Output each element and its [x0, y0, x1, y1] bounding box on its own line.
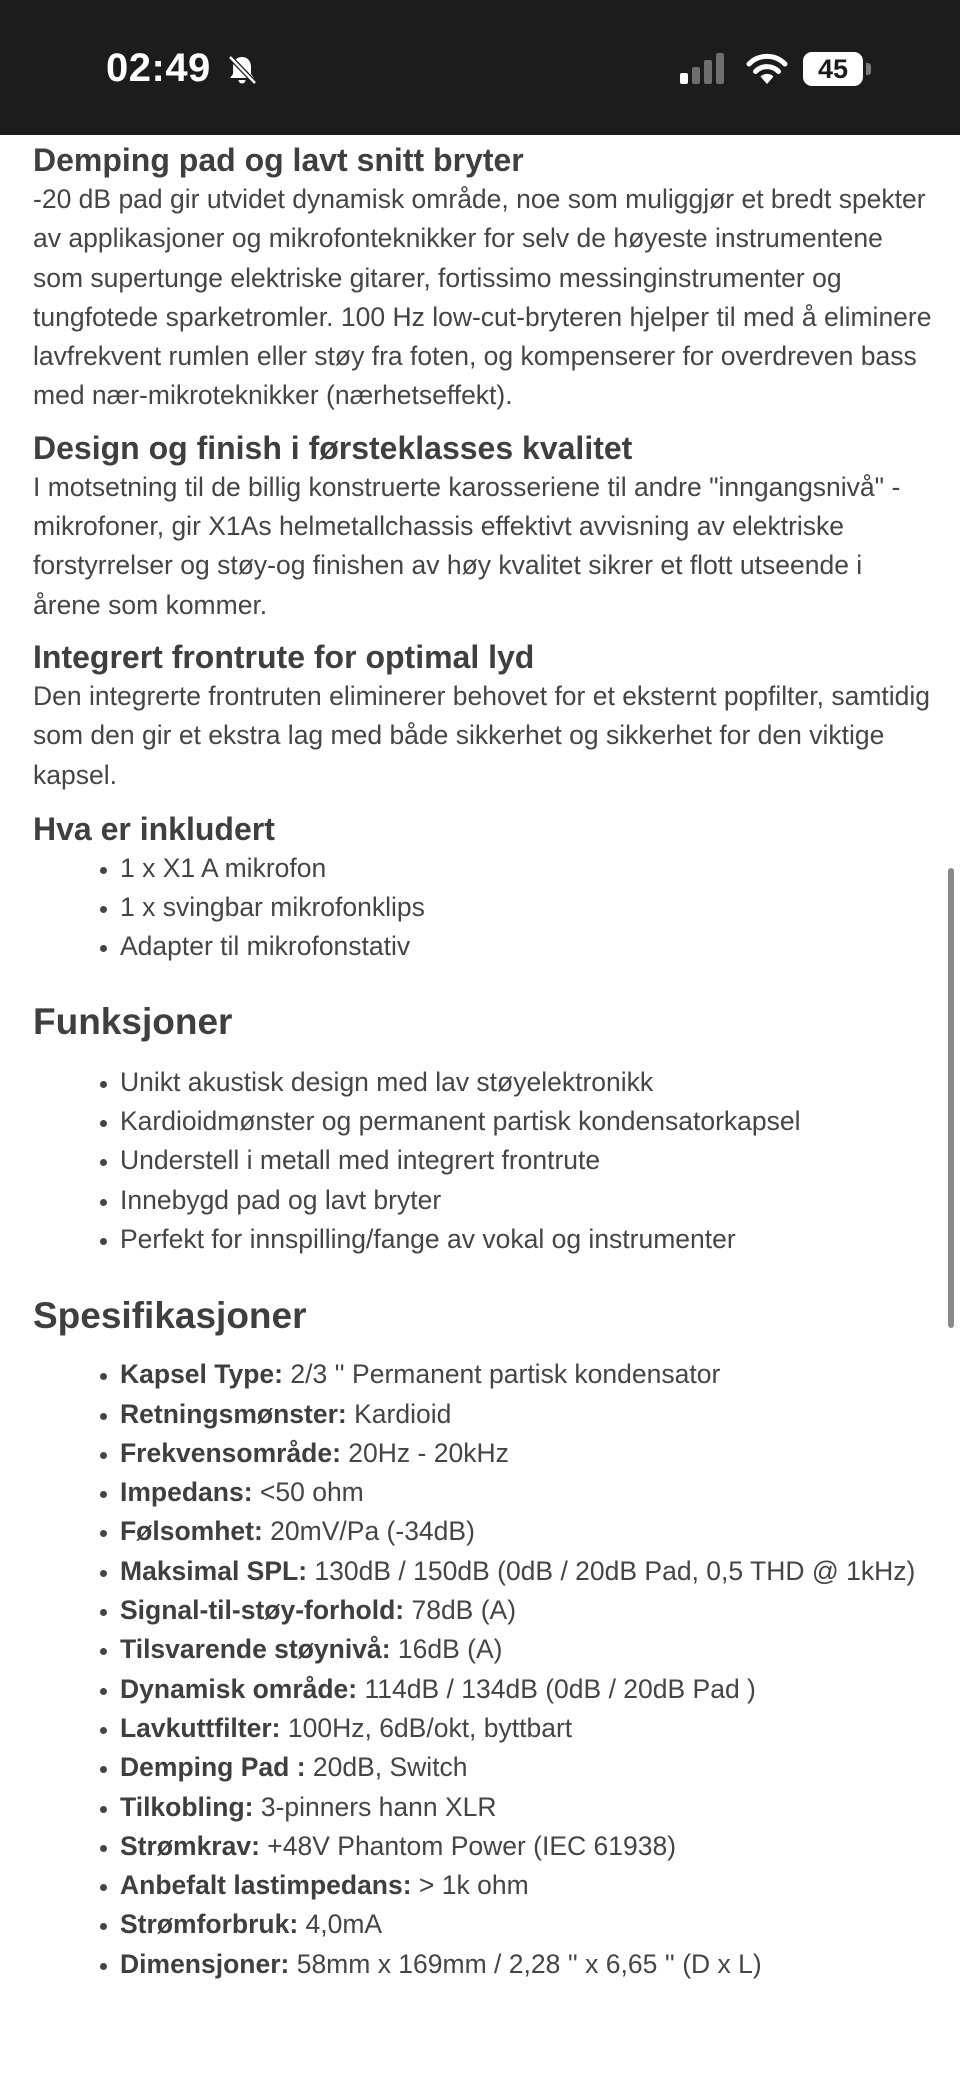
list-item: • 1 x X1 A mikrofon [120, 849, 933, 888]
features-heading: Funksjoner [33, 1000, 233, 1042]
spec-label: Anbefalt lastimpedans: [120, 1870, 412, 1901]
product-description [33, 140, 933, 1984]
spec-item [120, 1945, 933, 1984]
spec-label: Strømforbruk: [120, 1909, 299, 1940]
spec-value: +48V Phantom Power (IEC 61938) [259, 1830, 677, 1861]
spec-value: 114dB / 134dB (0dB / 20dB Pad ) [357, 1673, 756, 1704]
spec-item [120, 1748, 933, 1787]
spec-item [120, 1552, 933, 1591]
spec-item [120, 1512, 933, 1551]
spec-value: 58mm x 169mm / 2,28 '' x 6,65 '' (D x L) [289, 1948, 762, 1979]
bell-slash-icon [224, 52, 260, 88]
section-heading-pad: Demping pad og lavt snitt bryter [33, 142, 524, 178]
specs-list [33, 1355, 933, 1984]
list-item: • Understell i metall med integrert frontrute [120, 1141, 933, 1180]
spec-value: <50 ohm [252, 1477, 364, 1508]
spec-value: 4,0mA [298, 1909, 383, 1940]
spec-item [120, 1473, 933, 1512]
spec-label: Tilsvarende støynivå: [120, 1634, 391, 1665]
spec-value: 20dB, Switch [305, 1752, 468, 1783]
spec-value: 100Hz, 6dB/okt, byttbart [280, 1712, 573, 1743]
section-body-pad: -20 dB pad gir utvidet dynamisk område, noe som muliggjør et bredt spekter av applikasjoner og mikrofonteknikker for selv de høyeste instrumentene som supertunge elektriske gitarer, fortissimo messinginstrumenter og tungfotede sparketromler. 100 Hz low-cut-bryteren hjelper til med å eliminere lavfrekvent rumlen eller støy fra foten, og kompenserer for overdreven bass med nær-mikroteknikker (nærhetseffekt). [33, 184, 932, 411]
cellular-signal-icon [680, 52, 730, 86]
spec-item [120, 1905, 933, 1944]
section-heading-windscreen: Integrert frontrute for optimal lyd [33, 638, 535, 675]
spec-label: Følsomhet: [120, 1516, 263, 1547]
spec-label: Frekvensområde: [120, 1437, 341, 1468]
specs-heading: Spesifikasjoner [33, 1295, 307, 1337]
scrollbar[interactable] [948, 868, 954, 1328]
list-item: • Perfekt for innspilling/fange av vokal og instrumenter [120, 1220, 933, 1259]
list-item: • 1 x svingbar mikrofonklips [120, 888, 933, 927]
spec-value: 16dB (A) [390, 1634, 503, 1665]
included-heading: Hva er inkludert [33, 810, 275, 847]
wifi-icon [744, 50, 790, 86]
spec-label: Tilkobling: [120, 1791, 254, 1822]
spec-item [120, 1827, 933, 1866]
spec-label: Impedans: [120, 1477, 253, 1508]
spec-label: Kapsel Type: [120, 1359, 283, 1390]
status-bar [0, 0, 960, 135]
section-body-design: I motsetning til de billig konstruerte karosseriene til andre "inngangsnivå" -mikrofoner, gir X1As helmetallchassis effektivt avvisning av elektriske forstyrrelser og støy-og finishen av høy kvalitet sikrer et flott utseende i årene som kommer. [33, 471, 901, 620]
spec-item [120, 1591, 933, 1630]
spec-label: Dynamisk område: [120, 1673, 358, 1704]
spec-value: 20Hz - 20kHz [340, 1437, 509, 1468]
list-item: • Adapter til mikrofonstativ [120, 927, 933, 966]
spec-value: > 1k ohm [411, 1870, 529, 1901]
spec-item [120, 1670, 933, 1709]
included-list [33, 849, 933, 967]
spec-label: Strømkrav: [120, 1830, 260, 1861]
features-list [33, 1063, 933, 1259]
spec-item [120, 1788, 933, 1827]
spec-item [120, 1355, 933, 1394]
spec-label: Dimensjoner: [120, 1948, 290, 1979]
spec-label: Maksimal SPL: [120, 1555, 308, 1586]
section-heading-design: Design og finish i førsteklasses kvalitet [33, 429, 633, 466]
battery-level: 45 [817, 54, 849, 84]
spec-item [120, 1395, 933, 1434]
battery-icon [803, 52, 863, 86]
spec-item [120, 1630, 933, 1669]
spec-item [120, 1434, 933, 1473]
spec-label: Signal-til-støy-forhold: [120, 1595, 405, 1626]
battery-cap [866, 63, 871, 75]
list-item: • Kardioidmønster og permanent partisk kondensatorkapsel [120, 1102, 933, 1141]
spec-value: 2/3 '' Permanent partisk kondensator [282, 1359, 721, 1390]
status-time: 02:49 [106, 46, 211, 90]
spec-value: 130dB / 150dB (0dB / 20dB Pad, 0,5 THD @ 1kHz) [307, 1555, 916, 1586]
spec-item [120, 1709, 933, 1748]
spec-label: Demping Pad : [120, 1752, 306, 1783]
spec-value: Kardioid [346, 1398, 452, 1429]
spec-label: Retningsmønster: [120, 1398, 347, 1429]
list-item: • Unikt akustisk design med lav støyelektronikk [120, 1063, 933, 1102]
spec-value: 20mV/Pa (-34dB) [262, 1516, 475, 1547]
spec-label: Lavkuttfilter: [120, 1712, 281, 1743]
spec-item [120, 1866, 933, 1905]
spec-value: 78dB (A) [404, 1595, 517, 1626]
spec-value: 3-pinners hann XLR [253, 1791, 497, 1822]
section-body-windscreen: Den integrerte frontruten eliminerer behovet for et eksternt popfilter, samtidig som den gir et ekstra lag med både sikkerhet og sikkerhet for den viktige kapsel. [33, 680, 931, 790]
list-item: • Innebygd pad og lavt bryter [120, 1181, 933, 1220]
